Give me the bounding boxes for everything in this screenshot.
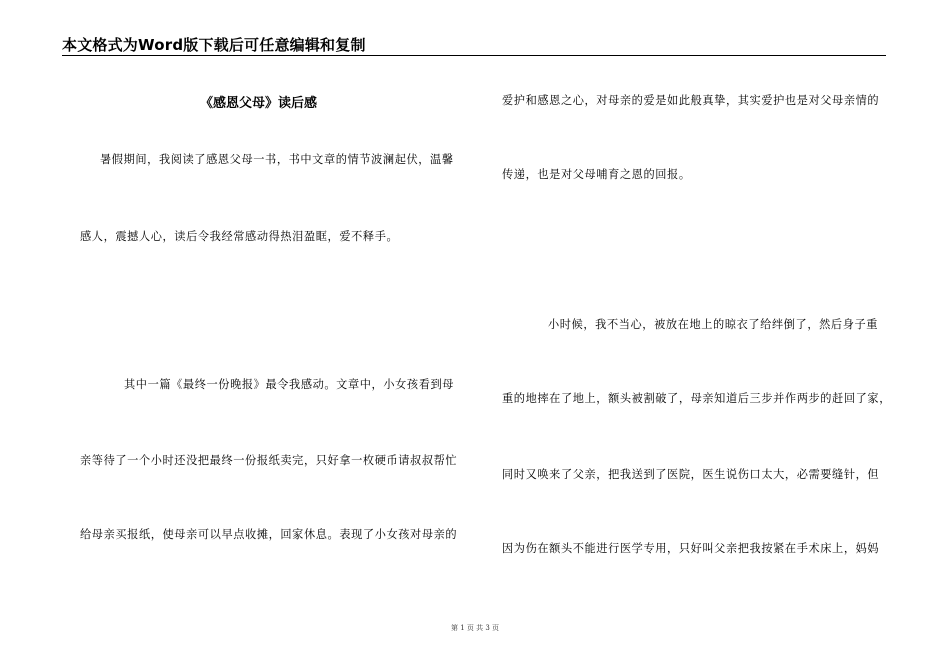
paragraph-line: 给母亲买报纸，使母亲可以早点收摊，回家休息。表现了小女孩对母亲的 bbox=[80, 528, 458, 541]
paragraph-line: 亲等待了一个小时还没把最终一份报纸卖完，只好拿一枚硬币请叔叔帮忙 bbox=[80, 454, 458, 467]
document-title: 《感恩父母》读后感 bbox=[200, 96, 318, 111]
paragraph-line: 传递，也是对父母哺育之恩的回报。 bbox=[502, 168, 691, 181]
paragraph-line: 重的地摔在了地上，额头被割破了，母亲知道后三步并作两步的赶回了家， bbox=[502, 392, 891, 405]
page-indicator: 第 1 页 共 3 页 bbox=[450, 624, 500, 632]
paragraph-line: 爱护和感恩之心，对母亲的爱是如此般真挚，其实爱护也是对父母亲情的 bbox=[502, 94, 880, 107]
paragraph-line: 感人，震撼人心，读后令我经常感动得热泪盈眶，爱不释手。 bbox=[80, 230, 399, 243]
paragraph-line: 暑假期间，我阅读了感恩父母一书，书中文章的情节波澜起伏，温馨 bbox=[100, 153, 454, 166]
paragraph-line: 同时又唤来了父亲，把我送到了医院，医生说伤口太大，必需要缝针，但 bbox=[502, 468, 880, 481]
header-divider bbox=[62, 55, 886, 56]
header-banner: 本文格式为Word版下载后可任意编辑和复制 bbox=[62, 36, 366, 54]
paragraph-line: 小时候，我不当心，被放在地上的晾衣了给绊倒了，然后身子重 bbox=[548, 318, 879, 331]
paragraph-line: 其中一篇《最终一份晚报》最令我感动。文章中，小女孩看到母 bbox=[124, 378, 455, 391]
paragraph-line: 因为伤在额头不能进行医学专用，只好叫父亲把我按紧在手术床上，妈妈 bbox=[502, 542, 880, 555]
